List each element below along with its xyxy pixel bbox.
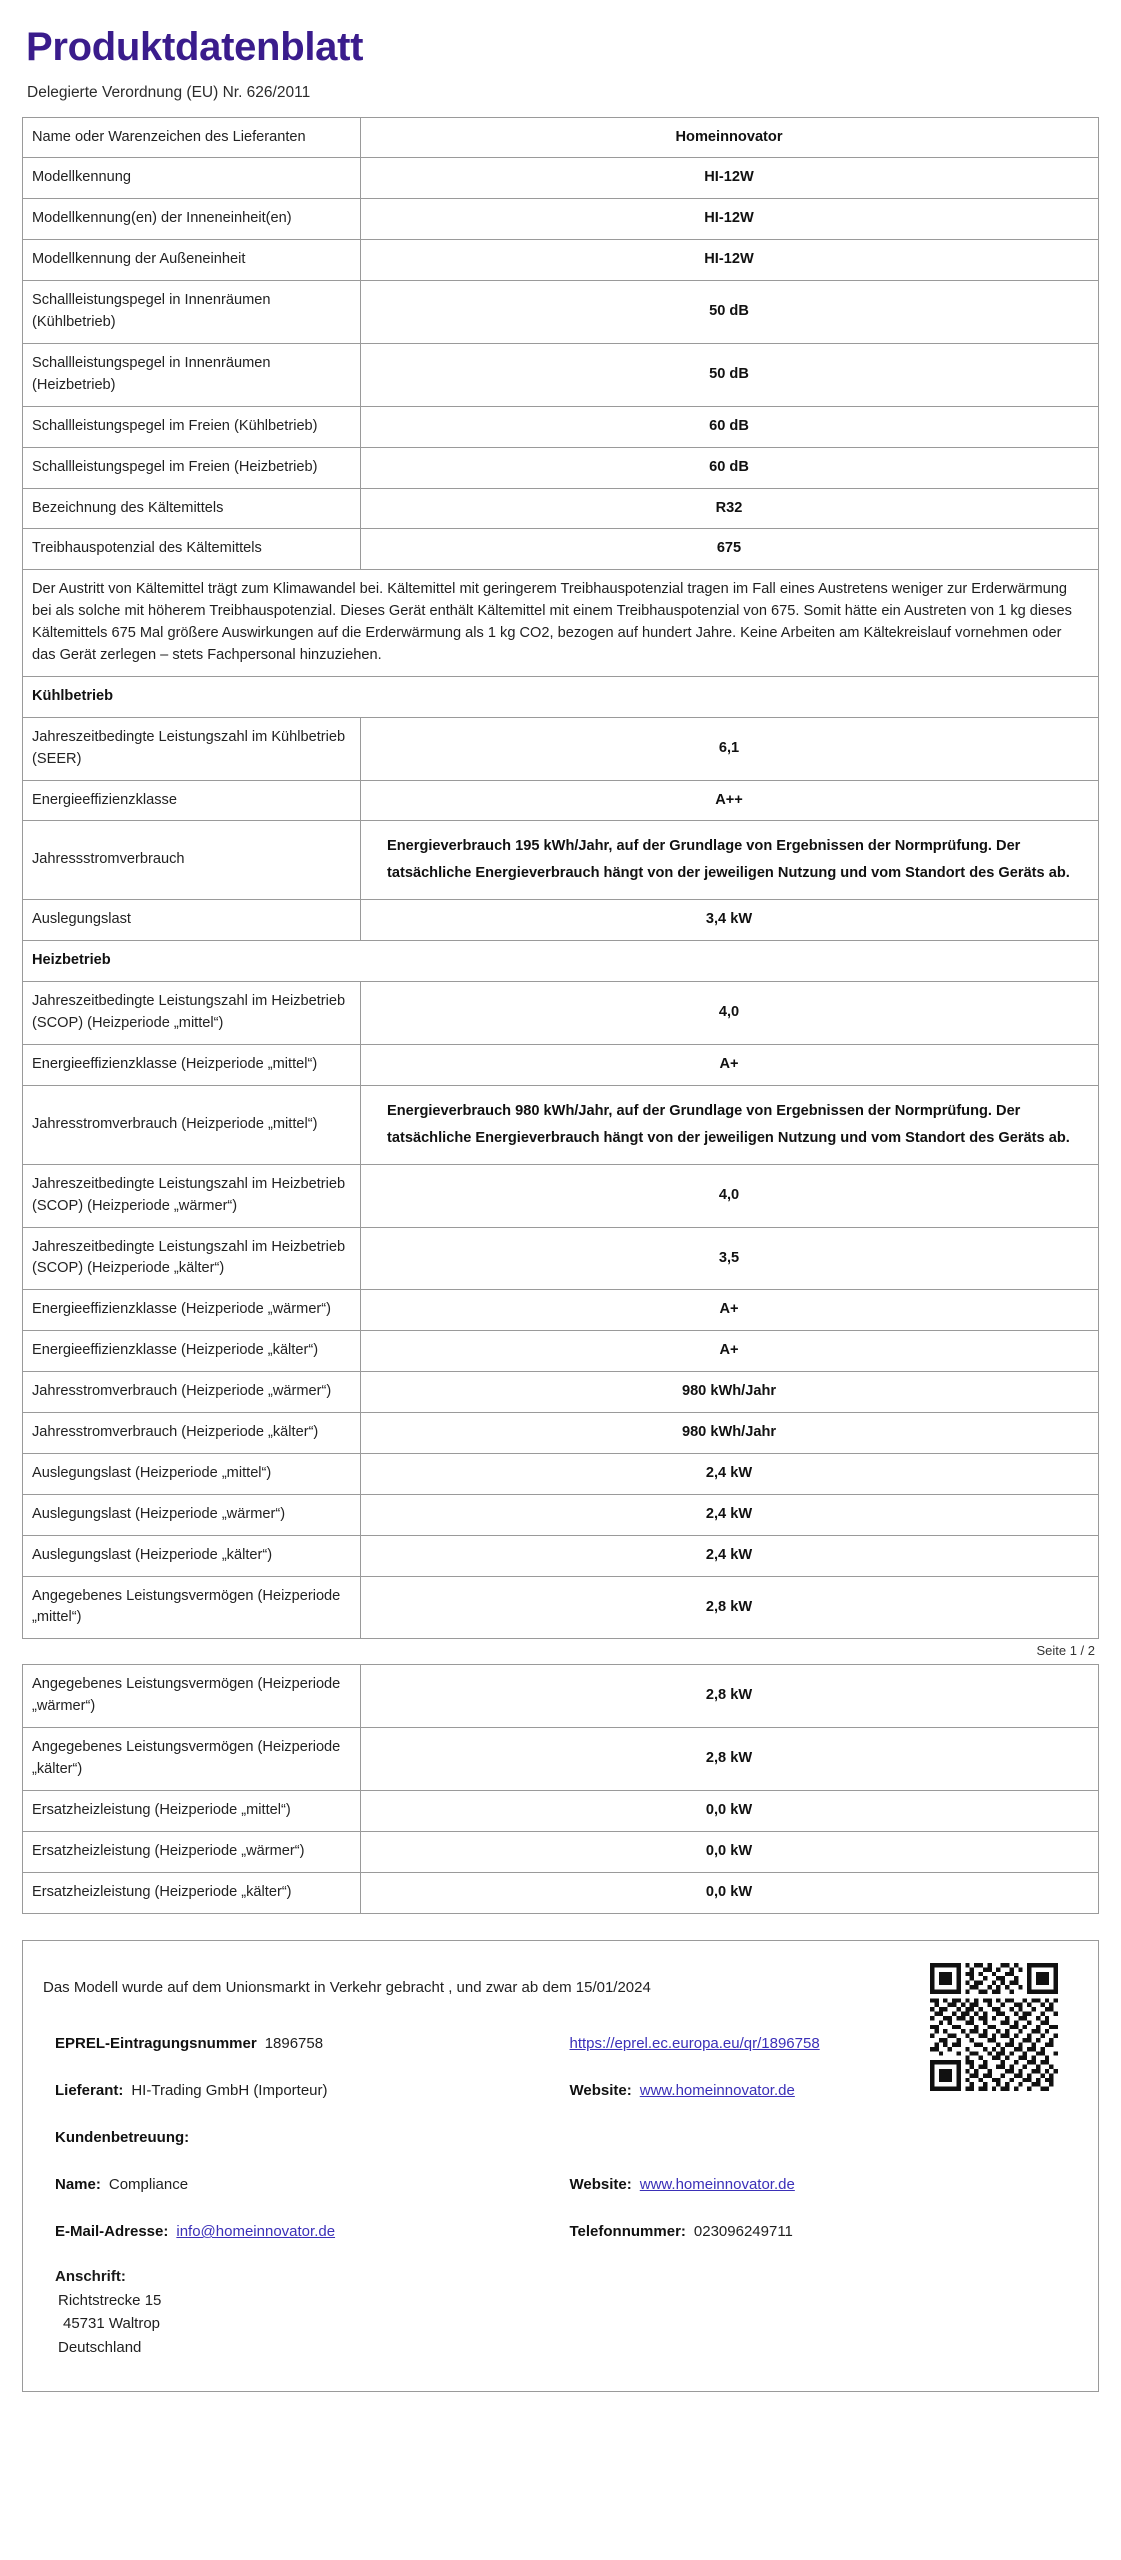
table-row xyxy=(23,1453,1099,1494)
row-label: Jahresstromverbrauch (Heizperiode „wärmer“) xyxy=(23,1372,361,1413)
contact-row-name xyxy=(55,2174,1068,2195)
contact-row-eprel xyxy=(55,2033,1068,2054)
row-label: Name oder Warenzeichen des Lieferanten xyxy=(23,117,361,158)
table-row xyxy=(23,1372,1099,1413)
row-value: 50 dB xyxy=(361,281,1099,344)
row-label: Angegebenes Leistungsvermögen (Heizperiode „mittel“) xyxy=(23,1576,361,1639)
row-value: 2,8 kW xyxy=(361,1728,1099,1791)
row-value: 3,5 xyxy=(361,1227,1099,1290)
email-info xyxy=(55,2221,562,2242)
table-row xyxy=(23,158,1099,199)
row-value: Energieverbrauch 980 kWh/Jahr, auf der Grundlage von Ergebnissen der Normprüfung. Der tatsächliche Energieverbrauch hängt von der jeweiligen Nutzung und vom Standort des Geräts ab. xyxy=(361,1085,1099,1164)
contact-row-support-heading xyxy=(55,2127,1068,2148)
table-row xyxy=(23,1290,1099,1331)
refrigerant-note: Der Austritt von Kältemittel trägt zum Klimawandel bei. Kältemittel mit geringerem Treibhauspotenzial tragen im Fall eines Austretens weniger zur Erderwärmung bei als solche mit höherem Treibhauspotenzial. Dieses Gerät enthält Kältemittel mit einem Treibhauspotenzial von 675. Somit hätte ein Austreten von 1 kg dieses Kältemittels 675 Mal größere Auswirkungen auf die Erderwärmung als 1 kg CO2, bezogen auf hundert Jahre. Keine Arbeiten am Kältekreislauf vornehmen oder das Gerät zerlegen – stets Fachpersonal hinzuziehen. xyxy=(23,570,1099,677)
row-label: Auslegungslast (Heizperiode „wärmer“) xyxy=(23,1494,361,1535)
main-spec-body xyxy=(23,117,1099,1639)
section-title: Kühlbetrieb xyxy=(23,676,1099,717)
table-row xyxy=(23,717,1099,780)
page-number: Seite 1 / 2 xyxy=(1036,1643,1095,1659)
name-value: Compliance xyxy=(108,2176,189,2194)
contact-row-supplier xyxy=(55,2080,1068,2101)
website-link-2[interactable]: www.homeinnovator.de xyxy=(639,2176,795,2194)
name-label: Name: xyxy=(55,2176,101,2194)
table-row xyxy=(23,447,1099,488)
email-link[interactable]: info@homeinnovator.de xyxy=(176,2223,336,2241)
website-label: Website: xyxy=(569,2082,632,2100)
row-value: A++ xyxy=(361,780,1099,821)
website-label-2: Website: xyxy=(569,2176,632,2194)
row-value: Homeinnovator xyxy=(361,117,1099,158)
row-value: 60 dB xyxy=(361,406,1099,447)
table-row xyxy=(23,1494,1099,1535)
table-row xyxy=(23,117,1099,158)
table-row xyxy=(23,982,1099,1045)
email-label: E-Mail-Adresse: xyxy=(55,2223,169,2241)
row-value: A+ xyxy=(361,1331,1099,1372)
row-label: Angegebenes Leistungsvermögen (Heizperiode „kälter“) xyxy=(23,1728,361,1791)
row-label: Ersatzheizleistung (Heizperiode „wärmer“) xyxy=(23,1831,361,1872)
row-label: Energieeffizienzklasse (Heizperiode „kälter“) xyxy=(23,1331,361,1372)
row-label: Schallleistungspegel in Innenräumen (Kühlbetrieb) xyxy=(23,281,361,344)
row-value: 4,0 xyxy=(361,1164,1099,1227)
supplier-info xyxy=(55,2080,562,2101)
table-row xyxy=(23,199,1099,240)
table-row xyxy=(23,1331,1099,1372)
row-label: Modellkennung der Außeneinheit xyxy=(23,240,361,281)
qr-code-icon xyxy=(930,1963,1058,2091)
row-value: 2,4 kW xyxy=(361,1494,1099,1535)
address-line-3: Deutschland xyxy=(58,2338,142,2356)
row-value: 2,8 kW xyxy=(361,1665,1099,1728)
refrigerant-note-row xyxy=(23,570,1099,677)
phone-label: Telefonnummer: xyxy=(569,2223,686,2241)
eprel-value: 1896758 xyxy=(264,2035,324,2053)
row-value: 675 xyxy=(361,529,1099,570)
row-value: 50 dB xyxy=(361,343,1099,406)
row-value: HI-12W xyxy=(361,199,1099,240)
row-value: 0,0 kW xyxy=(361,1872,1099,1913)
table-row xyxy=(23,1576,1099,1639)
row-value: 2,8 kW xyxy=(361,1576,1099,1639)
table-row xyxy=(23,1728,1099,1791)
row-label: Auslegungslast (Heizperiode „mittel“) xyxy=(23,1453,361,1494)
main-spec-table xyxy=(22,117,1099,1640)
row-label: Jahresstromverbrauch (Heizperiode „mittel“) xyxy=(23,1085,361,1164)
footer-info-box xyxy=(22,1940,1099,2392)
eprel-url-link[interactable]: https://eprel.ec.europa.eu/qr/1896758 xyxy=(569,2035,820,2053)
table-row xyxy=(23,406,1099,447)
address-line-1: Richtstrecke 15 xyxy=(58,2292,162,2310)
eprel-label: EPREL-Eintragungsnummer xyxy=(55,2035,257,2053)
eprel-registration xyxy=(55,2033,562,2054)
row-label: Ersatzheizleistung (Heizperiode „kälter“) xyxy=(23,1872,361,1913)
row-value: 3,4 kW xyxy=(361,900,1099,941)
regulation-subtitle: Delegierte Verordnung (EU) Nr. 626/2011 xyxy=(27,84,311,101)
row-value: 2,4 kW xyxy=(361,1453,1099,1494)
address-line-2: 45731 Waltrop xyxy=(63,2315,161,2333)
table-row xyxy=(23,1665,1099,1728)
continuation-spec-table xyxy=(22,1664,1099,1913)
website-link[interactable]: www.homeinnovator.de xyxy=(639,2082,795,2100)
supplier-value: HI-Trading GmbH (Importeur) xyxy=(131,2082,328,2100)
table-row xyxy=(23,1227,1099,1290)
row-value: 980 kWh/Jahr xyxy=(361,1413,1099,1454)
table-row xyxy=(23,281,1099,344)
section-header-cooling xyxy=(23,676,1099,717)
table-row xyxy=(23,240,1099,281)
table-row xyxy=(23,1164,1099,1227)
page-title: Produktdatenblatt xyxy=(26,25,364,69)
row-value: A+ xyxy=(361,1290,1099,1331)
row-value: R32 xyxy=(361,488,1099,529)
row-value: 980 kWh/Jahr xyxy=(361,1372,1099,1413)
table-row xyxy=(23,1413,1099,1454)
supplier-label: Lieferant: xyxy=(55,2082,124,2100)
row-label: Jahressstromverbrauch xyxy=(23,821,361,900)
contact-name xyxy=(55,2174,562,2195)
phone-value: 023096249711 xyxy=(693,2223,793,2241)
row-label: Bezeichnung des Kältemittels xyxy=(23,488,361,529)
row-value: A+ xyxy=(361,1044,1099,1085)
website-info-2 xyxy=(562,2174,1077,2195)
row-value: 4,0 xyxy=(361,982,1099,1045)
row-label: Jahreszeitbedingte Leistungszahl im Heizbetrieb (SCOP) (Heizperiode „wärmer“) xyxy=(23,1164,361,1227)
market-placement-statement: Das Modell wurde auf dem Unionsmarkt in Verkehr gebracht , und zwar ab dem 15/01/2024 xyxy=(43,1978,651,1996)
contact-row-email xyxy=(55,2221,1068,2242)
table-row xyxy=(23,1872,1099,1913)
row-label: Auslegungslast xyxy=(23,900,361,941)
table-row xyxy=(23,529,1099,570)
row-label: Energieeffizienzklasse (Heizperiode „mittel“) xyxy=(23,1044,361,1085)
continuation-spec-body xyxy=(23,1665,1099,1913)
address-block xyxy=(55,2268,1068,2359)
row-value: 60 dB xyxy=(361,447,1099,488)
table-row xyxy=(23,488,1099,529)
support-heading-spacer xyxy=(562,2127,1077,2148)
phone-info xyxy=(562,2221,1077,2242)
row-label: Ersatzheizleistung (Heizperiode „mittel“) xyxy=(23,1790,361,1831)
table-row xyxy=(23,900,1099,941)
table-row-annual-consumption-cooling xyxy=(23,821,1099,900)
row-label: Energieeffizienzklasse (Heizperiode „wärmer“) xyxy=(23,1290,361,1331)
row-label: Treibhauspotenzial des Kältemittels xyxy=(23,529,361,570)
row-label: Angegebenes Leistungsvermögen (Heizperiode „wärmer“) xyxy=(23,1665,361,1728)
row-value: 2,4 kW xyxy=(361,1535,1099,1576)
table-row xyxy=(23,343,1099,406)
row-label: Auslegungslast (Heizperiode „kälter“) xyxy=(23,1535,361,1576)
row-label: Schallleistungspegel im Freien (Heizbetrieb) xyxy=(23,447,361,488)
row-value: 0,0 kW xyxy=(361,1831,1099,1872)
row-value: Energieverbrauch 195 kWh/Jahr, auf der Grundlage von Ergebnissen der Normprüfung. Der tatsächliche Energieverbrauch hängt von der jeweiligen Nutzung und vom Standort des Geräts ab. xyxy=(361,821,1099,900)
table-row xyxy=(23,1044,1099,1085)
row-label: Modellkennung(en) der Inneneinheit(en) xyxy=(23,199,361,240)
table-row-annual-consumption-heating xyxy=(23,1085,1099,1164)
table-row xyxy=(23,1790,1099,1831)
row-value: HI-12W xyxy=(361,158,1099,199)
row-label: Jahreszeitbedingte Leistungszahl im Heizbetrieb (SCOP) (Heizperiode „mittel“) xyxy=(23,982,361,1045)
row-label: Schallleistungspegel in Innenräumen (Heizbetrieb) xyxy=(23,343,361,406)
row-label: Modellkennung xyxy=(23,158,361,199)
row-label: Jahreszeitbedingte Leistungszahl im Kühlbetrieb (SEER) xyxy=(23,717,361,780)
section-title: Heizbetrieb xyxy=(23,941,1099,982)
address-heading: Anschrift: xyxy=(55,2268,126,2286)
row-label: Jahreszeitbedingte Leistungszahl im Heizbetrieb (SCOP) (Heizperiode „kälter“) xyxy=(23,1227,361,1290)
row-value: 6,1 xyxy=(361,717,1099,780)
section-header-heating xyxy=(23,941,1099,982)
contact-details xyxy=(43,2033,1078,2365)
row-value: HI-12W xyxy=(361,240,1099,281)
table-row xyxy=(23,1831,1099,1872)
row-label: Energieeffizienzklasse xyxy=(23,780,361,821)
support-heading: Kundenbetreuung: xyxy=(55,2129,190,2147)
row-label: Jahresstromverbrauch (Heizperiode „kälter“) xyxy=(23,1413,361,1454)
table-row xyxy=(23,1535,1099,1576)
table-row xyxy=(23,780,1099,821)
support-heading-wrap xyxy=(55,2127,562,2148)
row-label: Schallleistungspegel im Freien (Kühlbetrieb) xyxy=(23,406,361,447)
row-value: 0,0 kW xyxy=(361,1790,1099,1831)
